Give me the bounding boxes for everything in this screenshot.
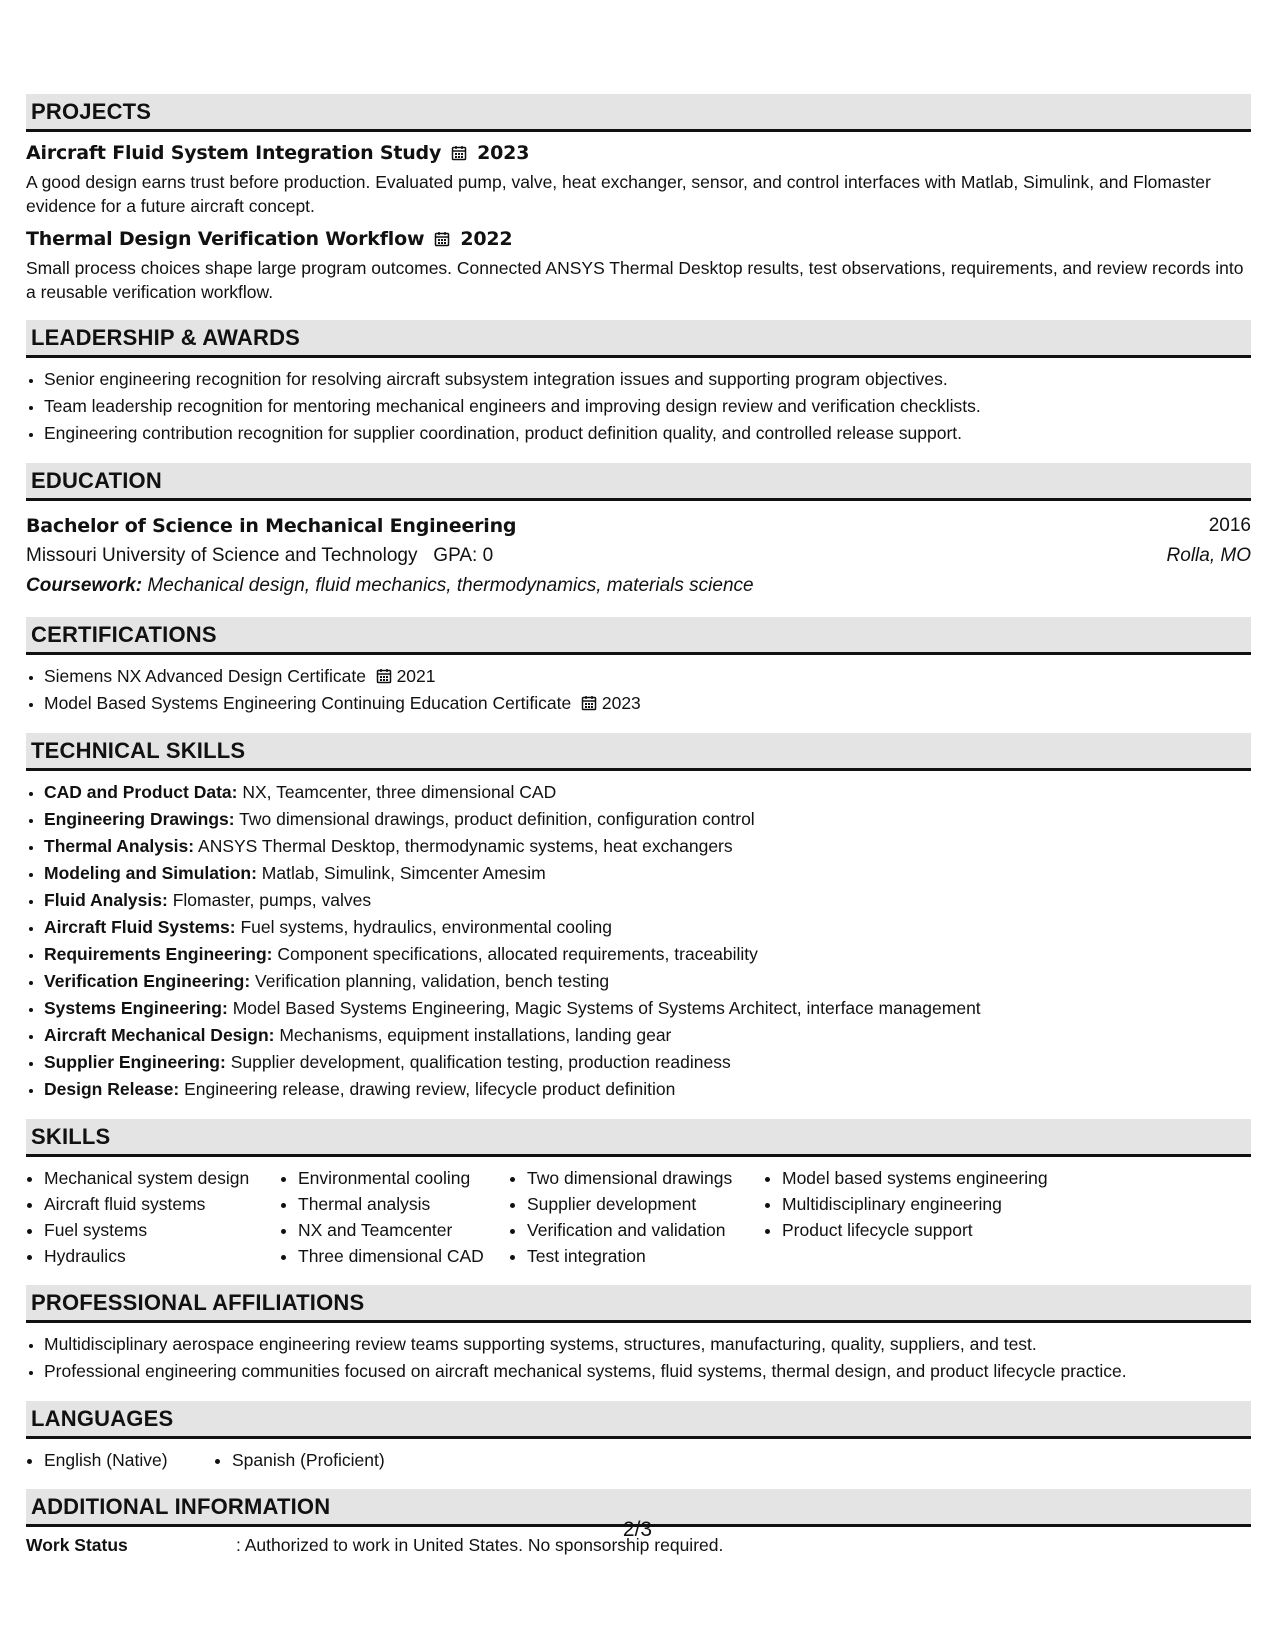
leadership-heading: LEADERSHIP & AWARDS xyxy=(26,320,1251,358)
additional-heading: ADDITIONAL INFORMATION xyxy=(26,1489,1251,1527)
cert-name: Model Based Systems Engineering Continuing Education Certificate xyxy=(44,693,572,713)
list-item: • Team leadership recognition for mentoring mechanical engineers and improving design review and verification checklists. xyxy=(44,393,1251,420)
list-item xyxy=(44,779,1251,806)
list-item: • Multidisciplinary engineering xyxy=(782,1191,1094,1217)
list-item: • Engineering contribution recognition for supplier coordination, product definition quality, and controlled release support. xyxy=(44,420,1251,447)
skill-value: Two dimensional drawings, product definition, configuration control xyxy=(239,809,755,829)
certifications-heading: CERTIFICATIONS xyxy=(26,617,1251,655)
languages-heading: LANGUAGES xyxy=(26,1401,1251,1439)
list-item xyxy=(44,663,1251,690)
list-item: • Hydraulics xyxy=(44,1243,280,1269)
list-item: • Two dimensional drawings xyxy=(527,1165,764,1191)
skill-label: Systems Engineering: xyxy=(44,998,228,1018)
education-heading: EDUCATION xyxy=(26,463,1251,501)
degree: Bachelor of Science in Mechanical Engineering xyxy=(26,515,517,537)
skills-section xyxy=(26,1119,1251,1269)
project-year: 2022 xyxy=(460,228,513,250)
cert-year: 2021 xyxy=(396,666,436,686)
cert-name: Siemens NX Advanced Design Certificate xyxy=(44,666,366,686)
school-location: Rolla, MO xyxy=(1166,545,1251,566)
skill-label: Requirements Engineering: xyxy=(44,944,273,964)
skill-value: Verification planning, validation, bench testing xyxy=(255,971,610,991)
list-item: • Test integration xyxy=(527,1243,764,1269)
education-section xyxy=(26,463,1251,601)
list-item xyxy=(44,941,1251,968)
skill-value: NX, Teamcenter, three dimensional CAD xyxy=(242,782,557,802)
skill-label: Engineering Drawings: xyxy=(44,809,235,829)
skill-value: Engineering release, drawing review, lifecycle product definition xyxy=(184,1079,676,1099)
list-item xyxy=(44,914,1251,941)
list-item: • Multidisciplinary aerospace engineering review teams supporting systems, structures, manufacturing, quality, suppliers, and test. xyxy=(44,1331,1251,1358)
list-item xyxy=(44,968,1251,995)
calendar-icon xyxy=(434,231,450,247)
list-item: • Senior engineering recognition for resolving aircraft subsystem integration issues and supporting program objectives. xyxy=(44,366,1251,393)
resume-page xyxy=(26,94,1251,1572)
skill-label: Fluid Analysis: xyxy=(44,890,168,910)
list-item xyxy=(44,860,1251,887)
list-item xyxy=(44,887,1251,914)
projects-heading: PROJECTS xyxy=(26,94,1251,132)
skill-value: Mechanisms, equipment installations, landing gear xyxy=(279,1025,672,1045)
project-description: Small process choices shape large program outcomes. Connected ANSYS Thermal Desktop results, test observations, requirements, and review records into a reusable verification workflow. xyxy=(26,258,1244,302)
list-item: • Product lifecycle support xyxy=(782,1217,1094,1243)
project-year: 2023 xyxy=(477,142,530,164)
list-item: • NX and Teamcenter xyxy=(298,1217,509,1243)
calendar-icon xyxy=(581,695,597,711)
skill-label: Verification Engineering: xyxy=(44,971,251,991)
list-item xyxy=(44,1022,1251,1049)
project-item xyxy=(26,142,1251,218)
list-item: • Supplier development xyxy=(527,1191,764,1217)
skill-label: CAD and Product Data: xyxy=(44,782,238,802)
list-item: • Environmental cooling xyxy=(298,1165,509,1191)
project-item xyxy=(26,228,1251,304)
affiliations-heading: PROFESSIONAL AFFILIATIONS xyxy=(26,1285,1251,1323)
skill-label: Design Release: xyxy=(44,1079,180,1099)
skill-value: ANSYS Thermal Desktop, thermodynamic systems, heat exchangers xyxy=(198,836,733,856)
list-item xyxy=(44,1076,1251,1103)
skill-value: Model Based Systems Engineering, Magic Systems of Systems Architect, interface management xyxy=(232,998,981,1018)
project-title: Thermal Design Verification Workflow xyxy=(26,228,425,250)
list-item xyxy=(44,833,1251,860)
skill-value: Fuel systems, hydraulics, environmental cooling xyxy=(240,917,613,937)
leadership-section xyxy=(26,320,1251,447)
list-item: • Spanish (Proficient) xyxy=(232,1447,385,1473)
list-item: • Professional engineering communities focused on aircraft mechanical systems, fluid systems, thermal design, and product lifecycle practice. xyxy=(44,1358,1251,1385)
skill-label: Modeling and Simulation: xyxy=(44,863,257,883)
certifications-section xyxy=(26,617,1251,717)
list-item: • Three dimensional CAD xyxy=(298,1243,509,1269)
languages-section xyxy=(26,1401,1251,1473)
list-item xyxy=(44,1049,1251,1076)
skill-label: Aircraft Fluid Systems: xyxy=(44,917,236,937)
skill-label: Thermal Analysis: xyxy=(44,836,195,856)
gpa: GPA: 0 xyxy=(433,545,494,566)
list-item: • Verification and validation xyxy=(527,1217,764,1243)
list-item xyxy=(44,806,1251,833)
school-name: Missouri University of Science and Technology xyxy=(26,545,418,566)
cert-year: 2023 xyxy=(601,693,641,713)
calendar-icon xyxy=(376,668,392,684)
list-item: • Mechanical system design xyxy=(44,1165,280,1191)
projects-section xyxy=(26,94,1251,304)
list-item: • English (Native) xyxy=(44,1447,214,1473)
technical-skills-heading: TECHNICAL SKILLS xyxy=(26,733,1251,771)
technical-skills-section xyxy=(26,733,1251,1103)
project-title: Aircraft Fluid System Integration Study xyxy=(26,142,442,164)
affiliations-section xyxy=(26,1285,1251,1385)
list-item xyxy=(44,690,1251,717)
list-item: • Model based systems engineering xyxy=(782,1165,1094,1191)
skill-value: Component specifications, allocated requirements, traceability xyxy=(277,944,758,964)
graduation-year: 2016 xyxy=(1208,515,1251,536)
skill-label: Aircraft Mechanical Design: xyxy=(44,1025,275,1045)
work-status-label: Work Status xyxy=(26,1535,128,1555)
coursework-label: Coursework: xyxy=(26,575,143,596)
skill-value: Matlab, Simulink, Simcenter Amesim xyxy=(261,863,546,883)
skills-heading: SKILLS xyxy=(26,1119,1251,1157)
list-item xyxy=(44,995,1251,1022)
skill-label: Supplier Engineering: xyxy=(44,1052,226,1072)
calendar-icon xyxy=(451,145,467,161)
project-description: A good design earns trust before production. Evaluated pump, valve, heat exchanger, sensor, and control interfaces with Matlab, Simulink, and Flomaster evidence for a future aircraft concept. xyxy=(26,172,1211,216)
skill-value: Supplier development, qualification testing, production readiness xyxy=(230,1052,731,1072)
skill-value: Flomaster, pumps, valves xyxy=(172,890,372,910)
list-item: • Fuel systems xyxy=(44,1217,280,1243)
page-number: 2/3 xyxy=(622,1518,653,1541)
coursework: Mechanical design, fluid mechanics, thermodynamics, materials science xyxy=(147,575,754,596)
list-item: • Thermal analysis xyxy=(298,1191,509,1217)
list-item: • Aircraft fluid systems xyxy=(44,1191,280,1217)
work-status-value: : Authorized to work in United States. No sponsorship required. xyxy=(236,1535,724,1555)
